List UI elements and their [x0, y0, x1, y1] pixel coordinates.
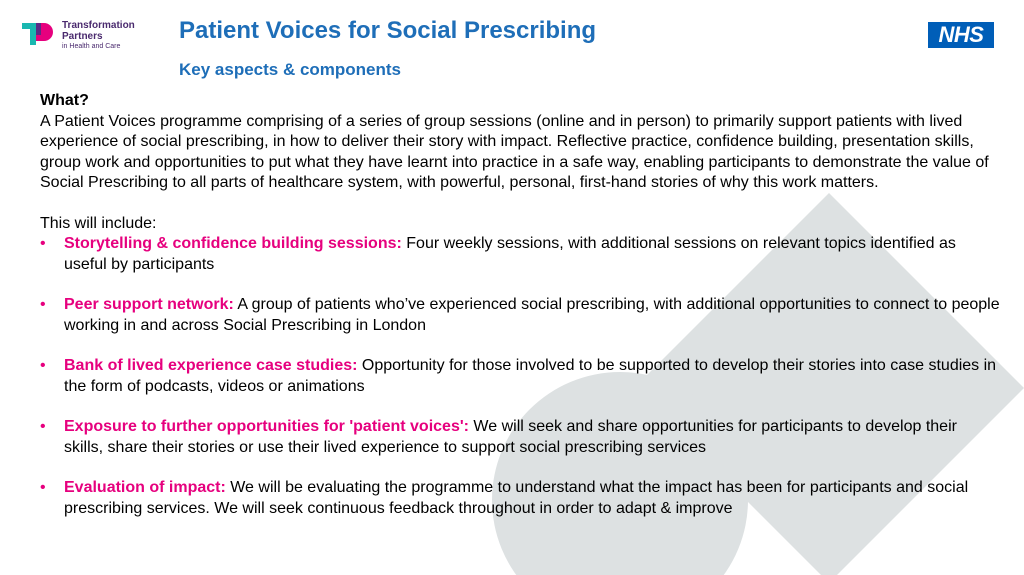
bullet-heading: Storytelling & confidence building sessions:	[64, 235, 402, 252]
logo-text-line-2: Partners	[62, 31, 103, 42]
bullet-heading: Peer support network:	[64, 296, 234, 313]
bullet-text: Four weekly sessions, with additional sessions on relevant topics identified as useful by participants	[64, 235, 956, 273]
bullet-heading: Bank of lived experience case studies:	[64, 357, 358, 374]
bullet-dot-icon: •	[40, 418, 46, 435]
bullet-heading: Evaluation of impact:	[64, 479, 226, 496]
include-heading: This will include:	[40, 214, 157, 232]
logo-text-line-3: in Health and Care	[62, 43, 121, 50]
transformation-partners-logo	[22, 20, 135, 51]
page-title: Patient Voices for Social Prescribing	[179, 17, 597, 44]
list-item	[40, 478, 1000, 519]
bullet-heading: Exposure to further opportunities for 'patient voices':	[64, 418, 469, 435]
nhs-logo: NHS	[928, 22, 994, 48]
bullet-dot-icon: •	[40, 296, 46, 313]
bullet-dot-icon: •	[40, 235, 46, 252]
bullet-text: We will be evaluating the programme to understand what the impact has been for participants and social prescribing services. We will seek continuous feedback throughout in order to adapt & improve	[64, 479, 969, 517]
tp-logo-mark-icon	[22, 20, 58, 48]
bullet-dot-icon: •	[40, 357, 46, 374]
what-paragraph: A Patient Voices programme comprising of a series of group sessions (online and in person) to primarily support patients with lived experience of social prescribing, in how to deliver their story with impact. Reflective practice, confidence building, presentation skills, group work and opportunities to put what they have learnt into practice in a safe way, enabling participants to demonstrate the value of Social Prescribing to all parts of healthcare system, with powerful, personal, first-hand stories of why this work matters.	[40, 112, 989, 191]
bullet-text: A group of patients who’ve experienced social prescribing, with additional opportunities to connect to people working in and across Social Prescribing in London	[64, 296, 1000, 334]
list-item	[40, 234, 1000, 275]
page-subtitle: Key aspects & components	[179, 60, 402, 79]
list-item	[40, 356, 1000, 397]
what-heading: What?	[40, 92, 89, 109]
main-content	[40, 91, 1000, 519]
bullet-text: We will seek and share opportunities for participants to develop their skills, share their stories or use their lived experience to support social prescribing services	[64, 418, 957, 456]
bullet-text: Opportunity for those involved to be supported to develop their stories into case studies in the form of podcasts, videos or animations	[64, 357, 997, 395]
bullet-dot-icon: •	[40, 479, 46, 496]
components-list	[40, 234, 1000, 519]
list-item	[40, 417, 1000, 458]
logo-text-line-1: Transformation	[62, 20, 135, 31]
list-item	[40, 295, 1000, 336]
